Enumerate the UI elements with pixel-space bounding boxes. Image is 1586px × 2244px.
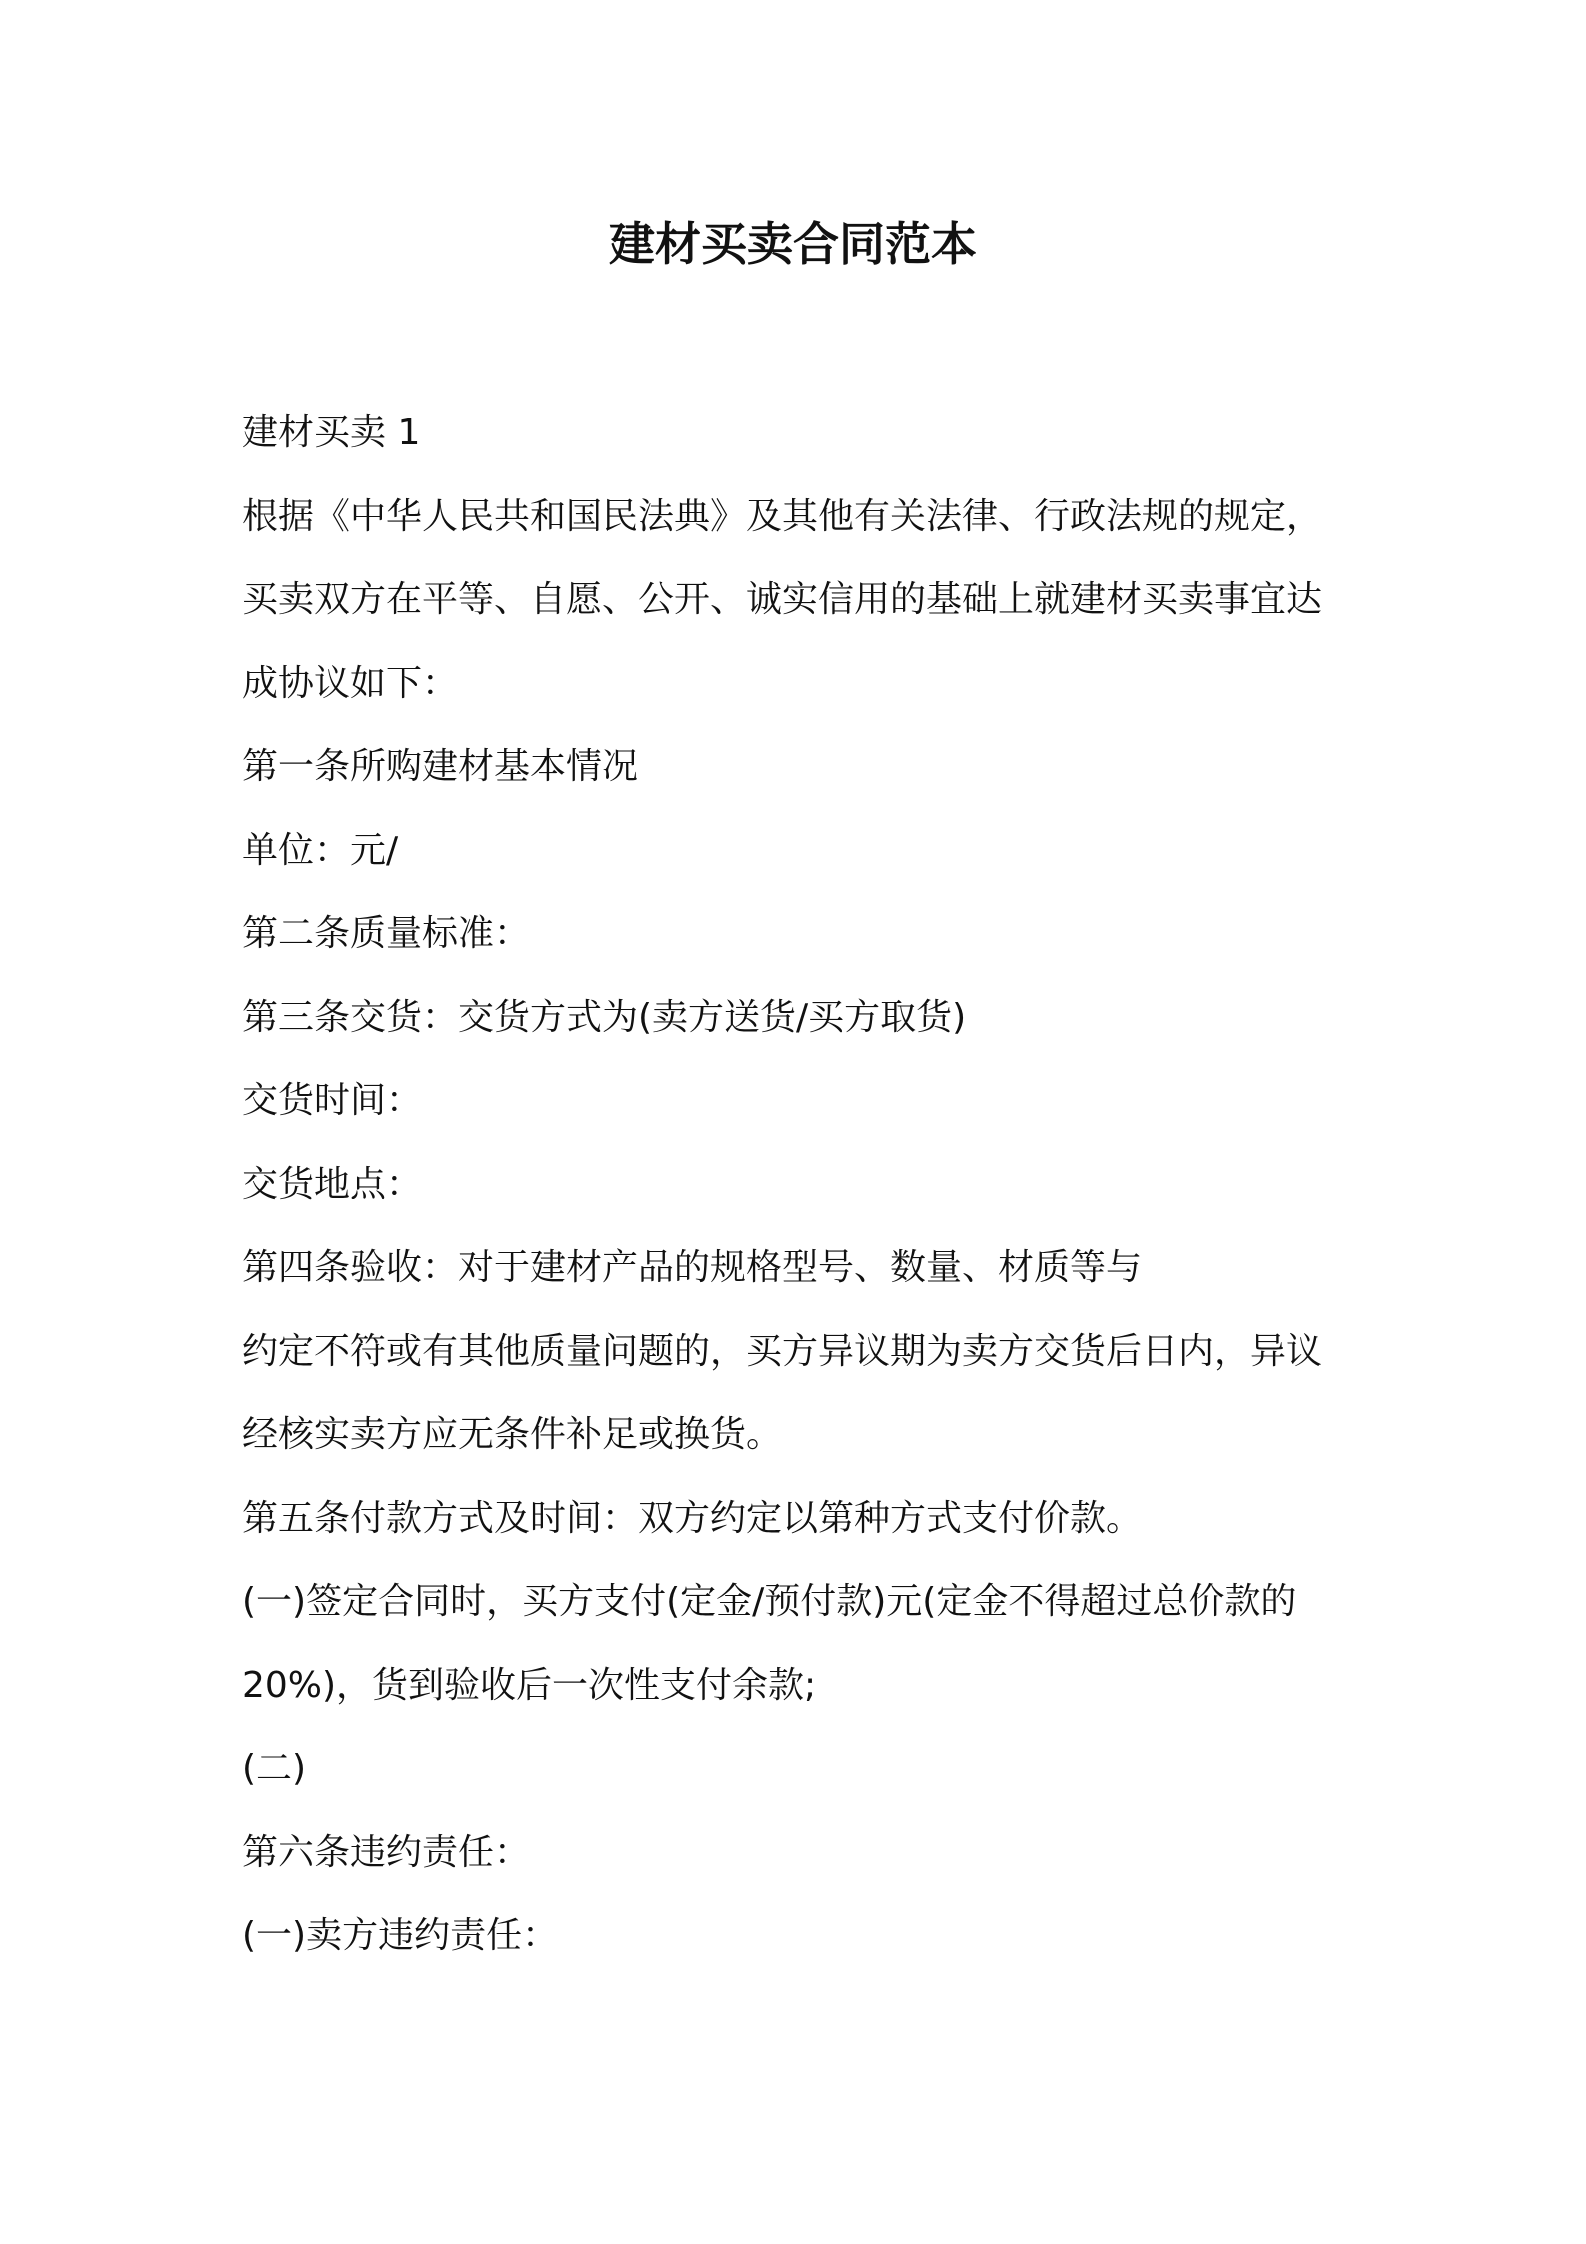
paragraph-line: 经核实卖方应无条件补足或换货。 (242, 1414, 783, 1455)
article-heading: 第六条违约责任： (242, 1831, 531, 1873)
article-heading: 第五条付款方式及时间：双方约定以第种方式支付价款。 (242, 1497, 1143, 1539)
paragraph-line: (二) (242, 1748, 307, 1789)
article-heading: 第三条交货：交货方式为(卖方送货/买方取货) (242, 996, 967, 1038)
paragraph-line: 买卖双方在平等、自愿、公开、诚实信用的基础上就建材买卖事宜达 (242, 579, 1323, 620)
section-heading: 建材买卖 1 (242, 412, 421, 453)
paragraph-line: 根据《中华人民共和国民法典》及其他有关法律、行政法规的规定， (242, 495, 1323, 537)
document-title: 建材买卖合同范本 (609, 217, 977, 271)
paragraph-line: (一)卖方违约责任： (242, 1915, 559, 1956)
document-body (242, 405, 1382, 1992)
article-heading: 第四条验收：对于建材产品的规格型号、数量、材质等与 (242, 1247, 1143, 1288)
article-heading: 第二条质量标准： (242, 913, 531, 954)
paragraph-line: (一)签定合同时，买方支付(定金/预付款)元(定金不得超过总价款的 (242, 1581, 1297, 1622)
paragraph-line: 交货时间： (242, 1080, 423, 1121)
paragraph-line: 20%)，货到验收后一次性支付余款; (242, 1664, 817, 1706)
paragraph-line: 交货地点： (242, 1163, 423, 1205)
paragraph-line: 成协议如下： (242, 662, 459, 704)
paragraph-line: 约定不符或有其他质量问题的，买方异议期为卖方交货后日内，异议 (242, 1330, 1323, 1372)
paragraph-line: 单位：元/ (242, 829, 399, 871)
article-heading: 第一条所购建材基本情况 (242, 746, 639, 787)
